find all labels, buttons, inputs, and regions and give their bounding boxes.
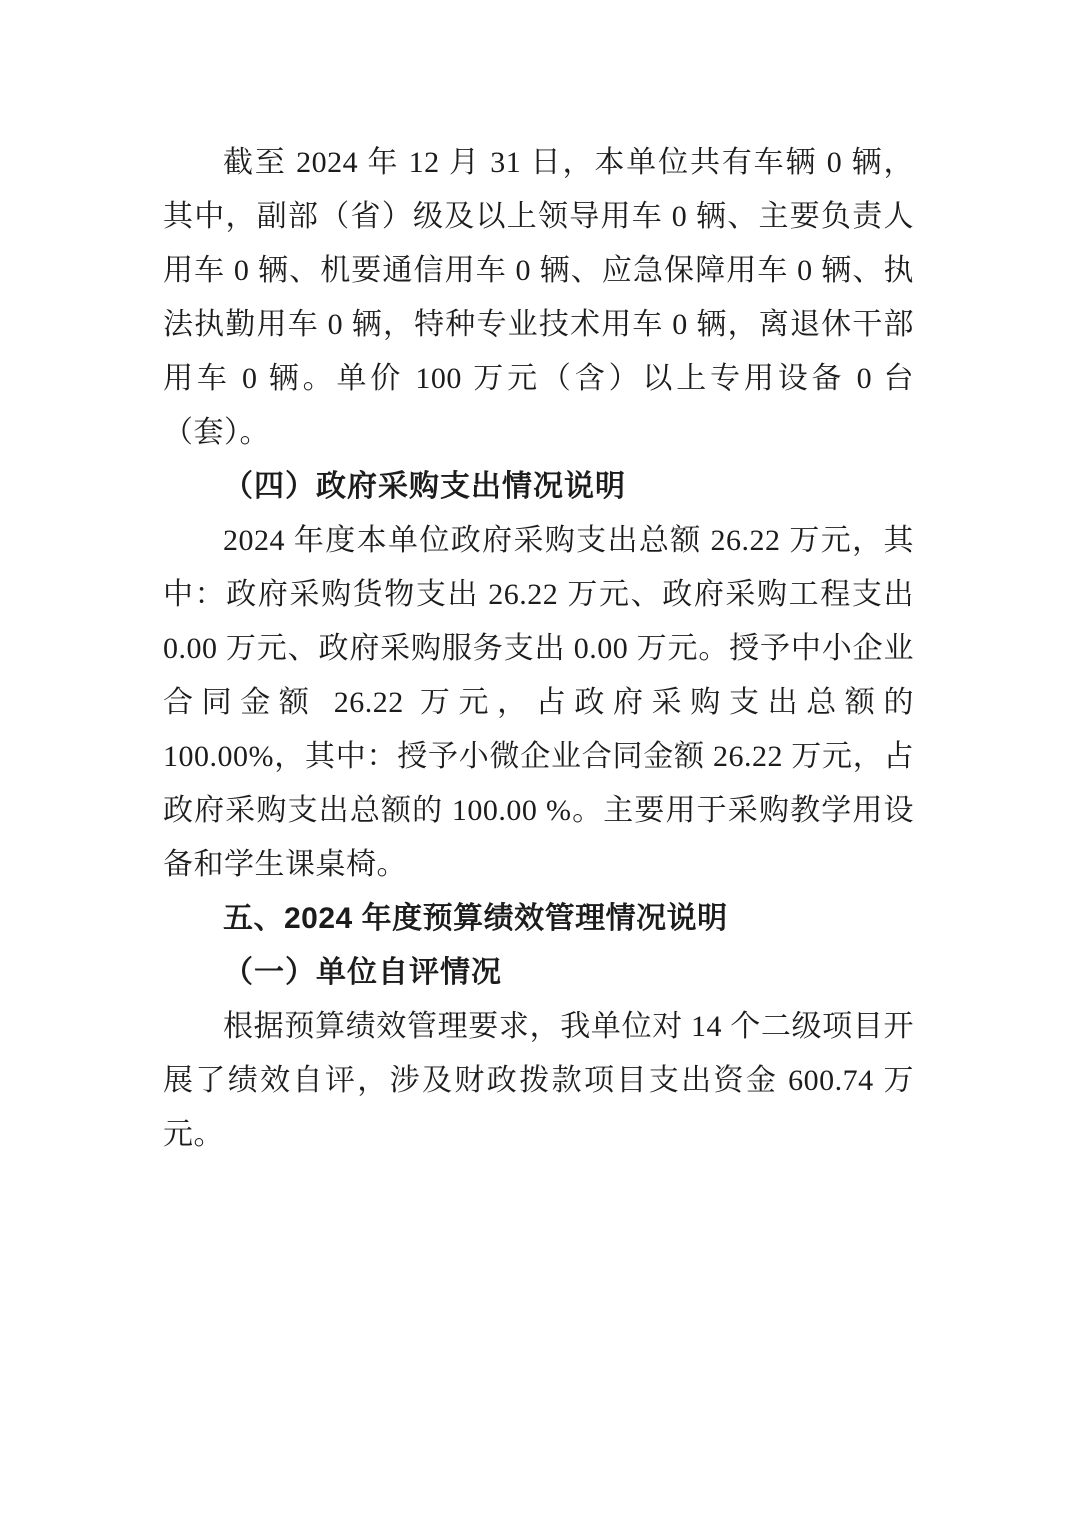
paragraph-self-evaluation-details: 根据预算绩效管理要求，我单位对 14 个二级项目开展了绩效自评，涉及财政拨款项目支出资金 600.74 万元。 (163, 1010, 914, 1151)
heading-government-procurement-expenditure: （四）政府采购支出情况说明 (223, 470, 626, 503)
heading-unit-self-evaluation: （一）单位自评情况 (223, 956, 502, 989)
paragraph-vehicle-and-equipment-status: 截至 2024 年 12 月 31 日，本单位共有车辆 0 辆，其中，副部（省）级及以上领导用车 0 辆、主要负责人用车 0 辆、机要通信用车 0 辆、应急保障用车 0 辆、执法执勤用车 0 辆，特种专业技术用车 0 辆，离退休干部用车 0 辆。单价 100 万元（含）以上专用设备 0 台（套）。 (163, 146, 914, 449)
heading-budget-performance-management: 五、2024 年度预算绩效管理情况说明 (223, 902, 728, 935)
paragraph-procurement-expenditure-details: 2024 年度本单位政府采购支出总额 26.22 万元，其中：政府采购货物支出 26.22 万元、政府采购工程支出 0.00 万元、政府采购服务支出 0.00 万元。授予中小企业合同金额 26.22 万元，占政府采购支出总额的 100.00%，其中：授予小微企业合同金额 26.22 万元，占政府采购支出总额的 100.00 %。主要用于采购教学用设备和学生课桌椅。 (163, 524, 914, 881)
